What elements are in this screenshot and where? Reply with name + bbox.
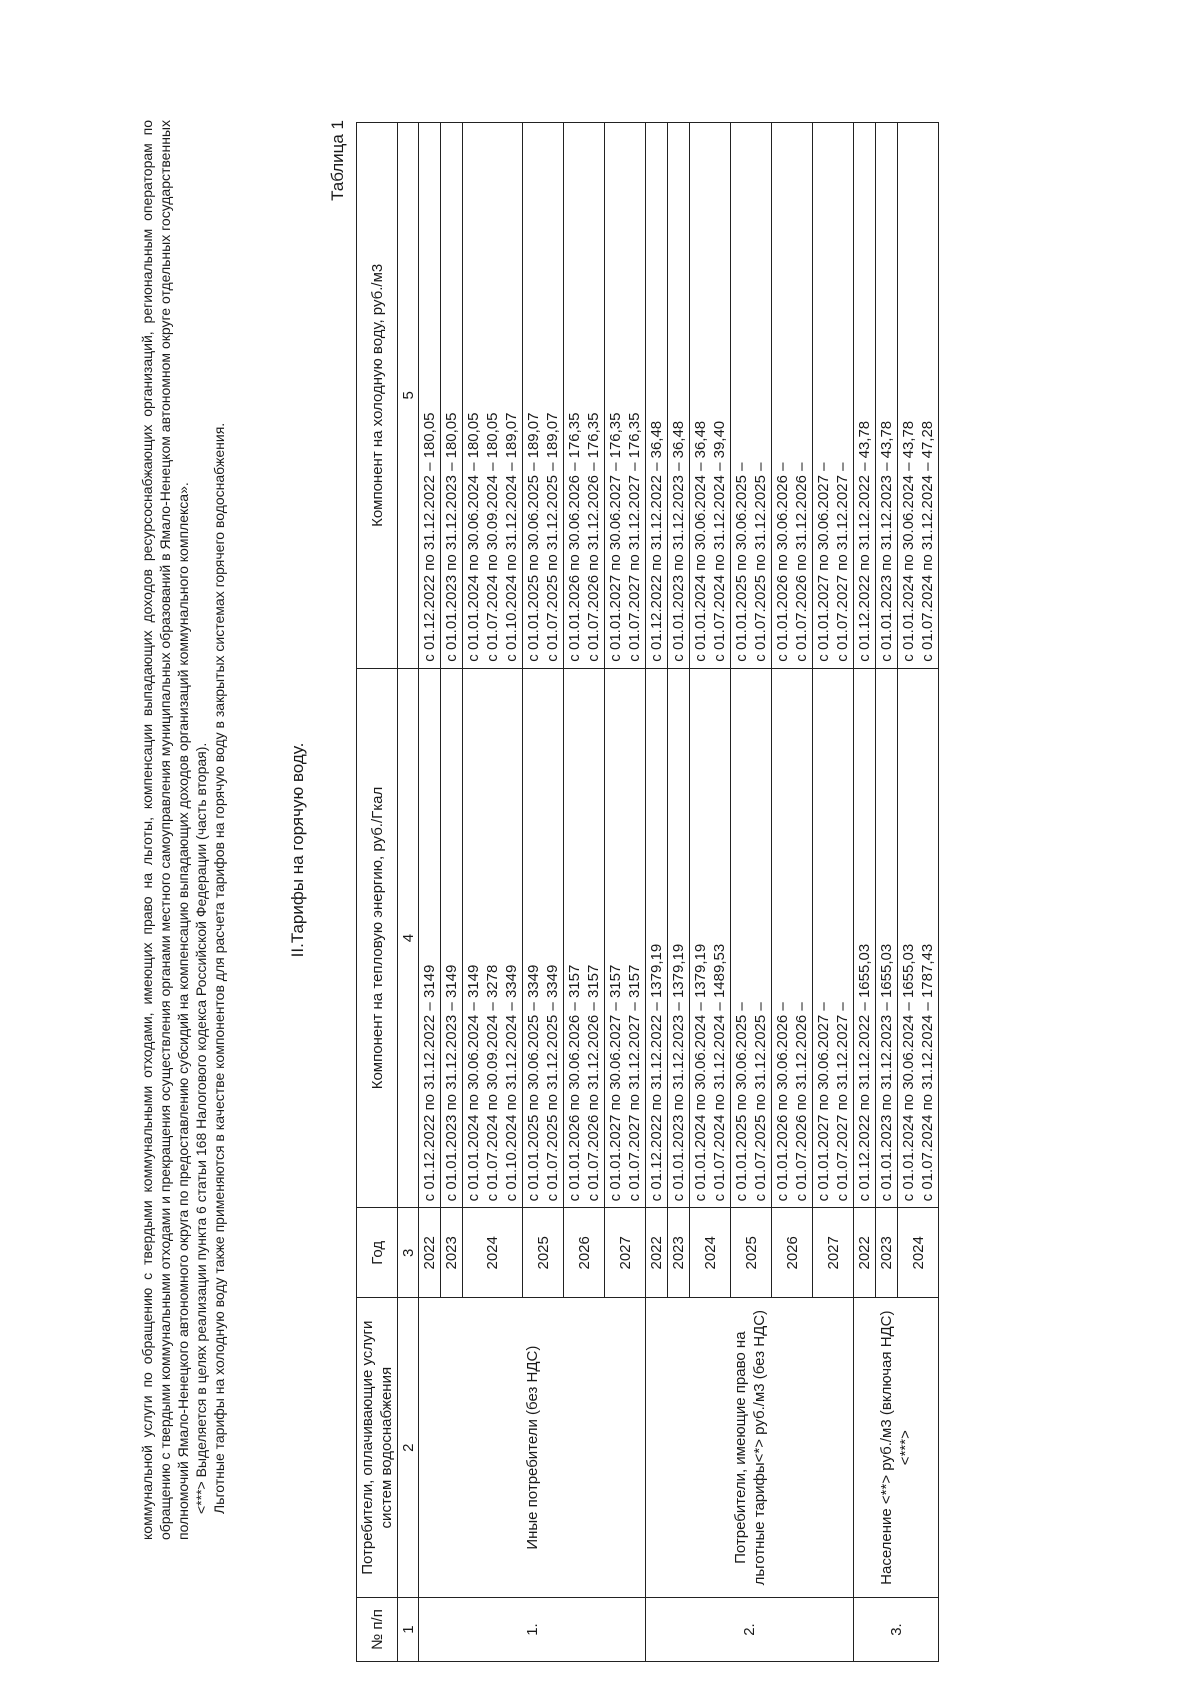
heat-component-cell xyxy=(463,668,523,1208)
year-cell: 2022 xyxy=(419,1208,441,1298)
year-cell: 2024 xyxy=(690,1208,731,1298)
water-component-cell xyxy=(419,123,441,669)
tariff-period-line: с 01.07.2026 по 31.12.2026 – 3157 xyxy=(585,964,602,1202)
header-heat-component: Компонент на тепловую энергию, руб./Гкал xyxy=(357,668,398,1208)
tariff-period-line: с 01.01.2027 по 30.06.2027 – xyxy=(815,1002,832,1202)
heat-component-cell xyxy=(523,668,564,1208)
table-row xyxy=(646,123,668,1662)
tariff-period-line: с 01.01.2025 по 30.06.2025 – xyxy=(733,462,750,662)
heat-component-cell xyxy=(731,668,772,1208)
tariff-period-line: с 01.01.2026 по 30.06.2026 – xyxy=(774,1002,791,1202)
heat-component-cell xyxy=(419,668,441,1208)
intro-paragraph-3: Льготные тарифы на холодную воду также применяются в качестве компонентов для расчета тарифов на горячую воду в закрытых системах горячего водоснабжения. xyxy=(211,422,227,1514)
consumer-category: Иные потребители (без НДС) xyxy=(419,1298,646,1598)
consumer-category: Население <**> руб./м3 (включая НДС) <***> xyxy=(854,1298,939,1598)
tariff-period-line: с 01.12.2022 по 31.12.2022 – 1655,03 xyxy=(856,943,873,1202)
tariff-period-line: с 01.07.2024 по 31.12.2024 – 39,40 xyxy=(711,420,728,662)
tariff-period-line: с 01.07.2027 по 31.12.2027 – 3157 xyxy=(626,964,643,1202)
index-cell: 4 xyxy=(398,668,419,1208)
tariff-period-line: с 01.01.2026 по 30.06.2026 – 3157 xyxy=(566,964,583,1202)
tariff-period-line: с 01.12.2022 по 31.12.2022 – 36,48 xyxy=(648,420,665,662)
table-index-row xyxy=(398,123,419,1662)
consumer-category: Потребители, имеющие право на льготные тарифы<*> руб./м3 (без НДС) xyxy=(646,1298,854,1598)
heat-component-cell xyxy=(668,668,690,1208)
tariff-period-line: с 01.07.2024 по 30.09.2024 – 180,05 xyxy=(484,412,501,662)
table-row xyxy=(419,123,441,1662)
heat-component-cell xyxy=(854,668,876,1208)
water-component-cell xyxy=(854,123,876,669)
water-component-cell xyxy=(564,123,605,669)
heat-component-cell xyxy=(813,668,854,1208)
heat-component-cell xyxy=(564,668,605,1208)
water-component-cell xyxy=(646,123,668,669)
heat-component-cell xyxy=(898,668,939,1208)
tariff-period-line: с 01.10.2024 по 31.12.2024 – 189,07 xyxy=(503,412,520,662)
tariff-period-line: с 01.07.2026 по 31.12.2026 – xyxy=(793,1002,810,1202)
tariff-period-line: с 01.01.2025 по 30.06.2025 – xyxy=(733,1002,750,1202)
tariff-period-line: с 01.01.2025 по 30.06.2025 – 3349 xyxy=(525,964,542,1202)
tariff-period-line: с 01.07.2025 по 31.12.2025 – xyxy=(752,462,769,662)
year-cell: 2025 xyxy=(523,1208,564,1298)
table-label: Таблица 1 xyxy=(328,120,347,201)
tariff-period-line: с 01.01.2023 по 31.12.2023 – 1379,19 xyxy=(670,943,687,1202)
header-water-component: Компонент на холодную воду, руб./м3 xyxy=(357,123,398,669)
water-component-cell xyxy=(772,123,813,669)
index-cell: 1 xyxy=(398,1598,419,1662)
tariff-period-line: с 01.01.2024 по 30.06.2024 – 1655,03 xyxy=(900,943,917,1202)
year-cell: 2027 xyxy=(605,1208,646,1298)
water-component-cell xyxy=(463,123,523,669)
row-number: 3. xyxy=(854,1598,939,1662)
tariff-period-line: с 01.07.2024 по 31.12.2024 – 1489,53 xyxy=(711,943,728,1202)
tariff-period-line: с 01.01.2024 по 30.06.2024 – 1379,19 xyxy=(692,943,709,1202)
tariff-period-line: с 01.12.2022 по 31.12.2022 – 3149 xyxy=(421,964,438,1202)
index-cell: 2 xyxy=(398,1298,419,1598)
table-row xyxy=(854,123,876,1662)
tariff-period-line: с 01.01.2024 по 30.06.2024 – 3149 xyxy=(465,964,482,1202)
tariff-period-line: с 01.01.2025 по 30.06.2025 – 189,07 xyxy=(525,412,542,662)
water-component-cell xyxy=(731,123,772,669)
tariff-period-line: с 01.07.2027 по 31.12.2027 – 176,35 xyxy=(626,412,643,662)
tariff-period-line: с 01.01.2023 по 31.12.2023 – 3149 xyxy=(443,964,460,1202)
year-cell: 2025 xyxy=(731,1208,772,1298)
tariff-period-line: с 01.07.2024 по 31.12.2024 – 47,28 xyxy=(919,420,936,662)
tariff-period-line: с 01.07.2025 по 31.12.2025 – xyxy=(752,1002,769,1202)
heat-component-cell xyxy=(876,668,898,1208)
table-header-row xyxy=(357,123,398,1662)
tariff-period-line: с 01.12.2022 по 31.12.2022 – 180,05 xyxy=(421,412,438,662)
year-cell: 2024 xyxy=(898,1208,939,1298)
water-component-cell xyxy=(876,123,898,669)
tariff-period-line: с 01.12.2022 по 31.12.2022 – 43,78 xyxy=(856,420,873,662)
tariff-period-line: с 01.07.2024 по 30.09.2024 – 3278 xyxy=(484,964,501,1202)
tariff-period-line: с 01.01.2023 по 31.12.2023 – 43,78 xyxy=(878,420,895,662)
tariff-period-line: с 01.01.2027 по 30.06.2027 – xyxy=(815,462,832,662)
tariff-period-line: с 01.01.2027 по 30.06.2027 – 3157 xyxy=(607,964,624,1202)
water-component-cell xyxy=(690,123,731,669)
year-cell: 2023 xyxy=(441,1208,463,1298)
index-cell: 5 xyxy=(398,123,419,669)
year-cell: 2026 xyxy=(772,1208,813,1298)
heat-component-cell xyxy=(690,668,731,1208)
tariff-period-line: с 01.07.2025 по 31.12.2025 – 189,07 xyxy=(544,412,561,662)
intro-text xyxy=(138,120,228,1540)
table-body xyxy=(419,123,939,1662)
tariff-period-line: с 01.01.2026 по 30.06.2026 – xyxy=(774,462,791,662)
header-consumers: Потребители, оплачивающие услуги систем водоснабжения xyxy=(357,1298,398,1598)
tariff-period-line: с 01.01.2024 по 30.06.2024 – 36,48 xyxy=(692,420,709,662)
year-cell: 2026 xyxy=(564,1208,605,1298)
water-component-cell xyxy=(813,123,854,669)
water-component-cell xyxy=(441,123,463,669)
header-number: № п/п xyxy=(357,1598,398,1662)
year-cell: 2022 xyxy=(854,1208,876,1298)
tariff-period-line: с 01.07.2027 по 31.12.2027 – xyxy=(834,462,851,662)
water-component-cell xyxy=(523,123,564,669)
year-cell: 2023 xyxy=(668,1208,690,1298)
heat-component-cell xyxy=(772,668,813,1208)
row-number: 2. xyxy=(646,1598,854,1662)
tariff-period-line: с 01.07.2024 по 31.12.2024 – 1787,43 xyxy=(919,943,936,1202)
row-number: 1. xyxy=(419,1598,646,1662)
tariff-period-line: с 01.07.2025 по 31.12.2025 – 3349 xyxy=(544,964,561,1202)
tariff-period-line: с 01.10.2024 по 31.12.2024 – 3349 xyxy=(503,964,520,1202)
tariff-period-line: с 01.01.2023 по 31.12.2023 – 1655,03 xyxy=(878,943,895,1202)
heat-component-cell xyxy=(441,668,463,1208)
tariff-period-line: с 01.01.2026 по 30.06.2026 – 176,35 xyxy=(566,412,583,662)
heat-component-cell xyxy=(605,668,646,1208)
intro-paragraph-1: коммунальной услуги по обращению с твердыми коммунальными отходами, имеющих право на льготы, компенсации выпадающих доходов ресурсоснабжающих организаций, региональным операторам по обращению с твердыми коммунальными отходами и прекращения осуществления органами местного самоуправления муниципальных образований в Ямало-Ненецком автономном округе отдельных государственных полномочий Ямало-Ненецкого автономного округа по предоставлению субсидий на компенсацию выпадающих доходов организаций коммунального комплекса». xyxy=(139,120,191,1540)
water-component-cell xyxy=(668,123,690,669)
tariff-period-line: с 01.12.2022 по 31.12.2022 – 1379,19 xyxy=(648,943,665,1202)
heat-component-cell xyxy=(646,668,668,1208)
tariffs-table xyxy=(356,122,939,1662)
header-year: Год xyxy=(357,1208,398,1298)
tariff-period-line: с 01.01.2027 по 30.06.2027 – 176,35 xyxy=(607,412,624,662)
year-cell: 2027 xyxy=(813,1208,854,1298)
tariff-period-line: с 01.01.2024 по 30.06.2024 – 43,78 xyxy=(900,420,917,662)
tariff-period-line: с 01.01.2023 по 31.12.2023 – 180,05 xyxy=(443,412,460,662)
index-cell: 3 xyxy=(398,1208,419,1298)
tariff-period-line: с 01.01.2023 по 31.12.2023 – 36,48 xyxy=(670,420,687,662)
year-cell: 2024 xyxy=(463,1208,523,1298)
intro-paragraph-2: <***> Выделяется в целях реализации пункта 6 статьи 168 Налогового кодекса Российской Федерации (часть вторая). xyxy=(193,742,209,1514)
tariff-period-line: с 01.07.2027 по 31.12.2027 – xyxy=(834,1002,851,1202)
water-component-cell xyxy=(898,123,939,669)
year-cell: 2022 xyxy=(646,1208,668,1298)
tariff-period-line: с 01.07.2026 по 31.12.2026 – 176,35 xyxy=(585,412,602,662)
section-title: II.Тарифы на горячую воду. xyxy=(288,742,307,958)
year-cell: 2023 xyxy=(876,1208,898,1298)
tariff-period-line: с 01.07.2026 по 31.12.2026 – xyxy=(793,462,810,662)
tariff-period-line: с 01.01.2024 по 30.06.2024 – 180,05 xyxy=(465,412,482,662)
document-page xyxy=(20,30,1180,1670)
water-component-cell xyxy=(605,123,646,669)
